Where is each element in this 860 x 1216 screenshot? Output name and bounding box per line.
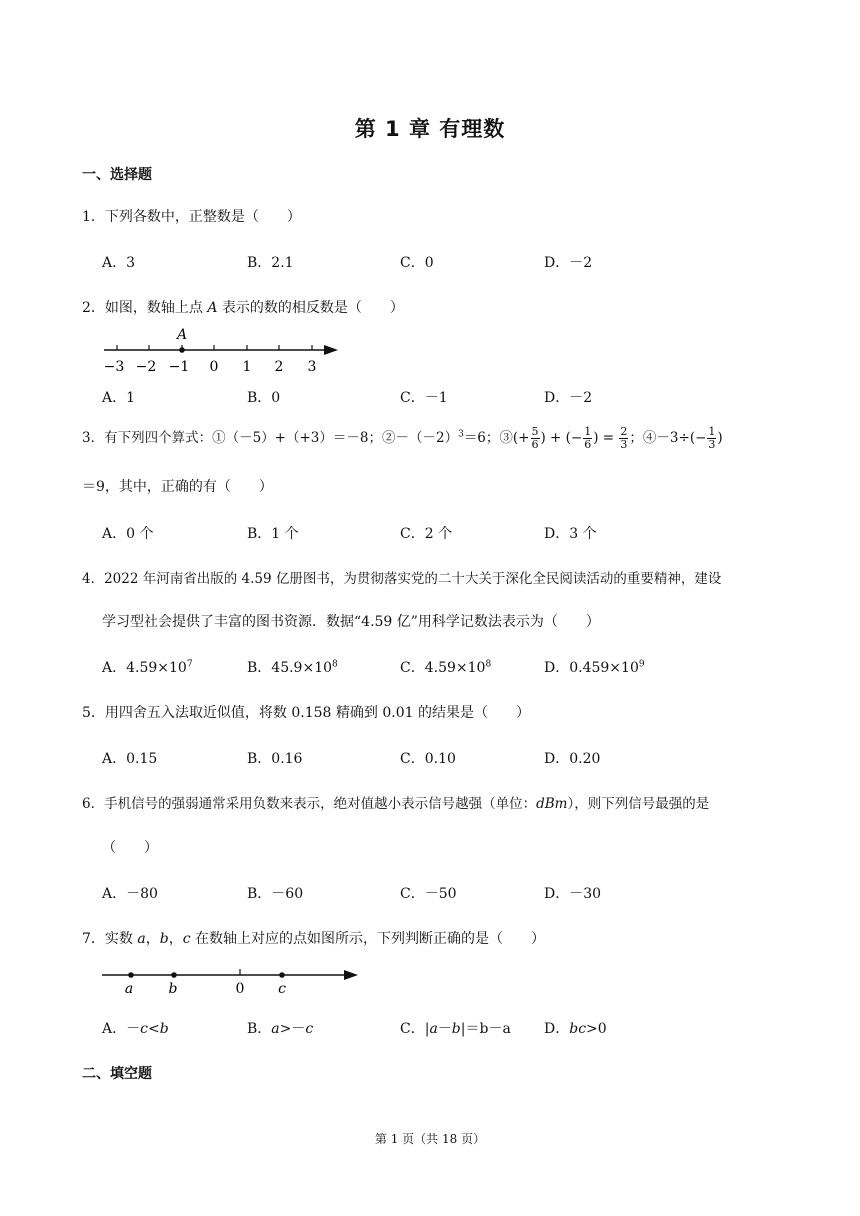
fraction: $\frac{5}{6}$ [531, 425, 539, 451]
arrow-icon [324, 345, 338, 355]
fraction: $\frac{2}{3}$ [620, 425, 628, 451]
point-c-marker [279, 972, 285, 978]
question-4-line-1: 4．2022 年河南省出版的 4.59 亿册图书，为贯彻落实党的二十大关于深化全民阅读活动的重要精神，建设 [82, 571, 722, 587]
question-4-line-2: 学习型社会提供了丰富的图书资源．数据“4.59 亿”用科学记数法表示为（ ） [102, 614, 600, 630]
point-a-marker [179, 347, 185, 353]
number-line-figure-q7 [98, 962, 368, 998]
page-title: 第 1 章 有理数 [354, 117, 506, 141]
q1-option-a: A．3 [102, 255, 136, 271]
question-3-line-2: ＝9，其中，正确的有（ ） [82, 479, 273, 495]
q3-option-a: A．0 个 [102, 526, 154, 542]
q5-option-d: D．0.20 [544, 751, 601, 767]
question-6-line-2: （ ） [102, 840, 158, 856]
arrow-icon [344, 970, 358, 980]
page-footer: 第 1 页（共 18 页） [374, 1132, 486, 1146]
number-line-figure-q2 [98, 324, 348, 378]
q6-option-a: A．－80 [102, 886, 158, 902]
question-3-line-1: 3．有下列四个算式：①（－5）+（+3）＝－8；$②-(-2)^3=6$；③(+ $\frac{5}{6}$ ) + (− $\frac{1}{6}$ ) = $\frac{2}{3}$ ；④－3÷(− $\frac{1}{3}$ ) [82, 425, 723, 451]
tick-label: −3 [103, 359, 125, 375]
tick-label: 1 [242, 359, 252, 375]
point-a-label: a [124, 981, 134, 997]
tick-label: −1 [168, 359, 190, 375]
question-7: 7．实数 a，b，c 在数轴上对应的点如图所示，下列判断正确的是（ ） [82, 931, 545, 947]
point-b-label: b [168, 981, 178, 997]
q1-option-c: C．0 [400, 255, 434, 271]
origin-label: 0 [235, 981, 245, 997]
q3-option-d: D．3 个 [544, 526, 597, 542]
q3-option-c: C．2 个 [400, 526, 453, 542]
q1-option-d: D．－2 [544, 255, 593, 271]
q7-option-b: B．a>－c [247, 1021, 314, 1037]
q4-option-b: B．$45.9\times 10^8$ [247, 659, 338, 676]
fraction: $\frac{1}{3}$ [708, 425, 716, 451]
fraction: $\frac{1}{6}$ [584, 425, 592, 451]
q5-option-b: B．0.16 [247, 751, 303, 767]
q6-option-c: C．－50 [400, 886, 457, 902]
tick-label: −2 [135, 359, 157, 375]
q2-option-a: A．1 [102, 390, 136, 406]
point-a-marker [128, 972, 134, 978]
q4-option-c: C．$4.59\times 10^8$ [400, 659, 492, 676]
tick-label: 2 [274, 359, 284, 375]
section-heading-choice: 一、选择题 [82, 167, 152, 183]
section-heading-fill-in: 二、填空题 [82, 1066, 152, 1082]
question-1: 1．下列各数中，正整数是（ ） [82, 209, 301, 225]
q7-option-c: C．|a－b|＝b－a [400, 1021, 511, 1037]
point-c-label: c [278, 981, 286, 997]
point-a-label: A [177, 327, 188, 343]
q3-option-b: B．1 个 [247, 526, 299, 542]
q1-option-b: B．2.1 [247, 255, 294, 271]
tick-label: 3 [307, 359, 317, 375]
q2-option-b: B．0 [247, 390, 281, 406]
q2-option-d: D．－2 [544, 390, 593, 406]
question-5: 5．用四舍五入法取近似值，将数 0.158 精确到 0.01 的结果是（ ） [82, 705, 530, 721]
point-b-marker [171, 972, 177, 978]
q6-option-d: D．－30 [544, 886, 602, 902]
q4-option-d: D．$0.459\times 10^9$ [544, 659, 645, 676]
tick-label: 0 [209, 359, 219, 375]
q5-option-c: C．0.10 [400, 751, 456, 767]
question-2: 2．如图，数轴上点 A 表示的数的相反数是（ ） [82, 300, 404, 316]
q6-option-b: B．－60 [247, 886, 304, 902]
q5-option-a: A．0.15 [102, 751, 158, 767]
question-6-line-1: 6．手机信号的强弱通常采用负数来表示，绝对值越小表示信号越强（单位：dBm），则下列信号最强的是 [82, 796, 710, 812]
q7-option-a: A．－c<b [102, 1021, 169, 1037]
q7-option-d: D．bc>0 [544, 1021, 607, 1037]
q2-option-c: C．－1 [400, 390, 448, 406]
q4-option-a: A．$4.59\times 10^7$ [102, 659, 193, 676]
